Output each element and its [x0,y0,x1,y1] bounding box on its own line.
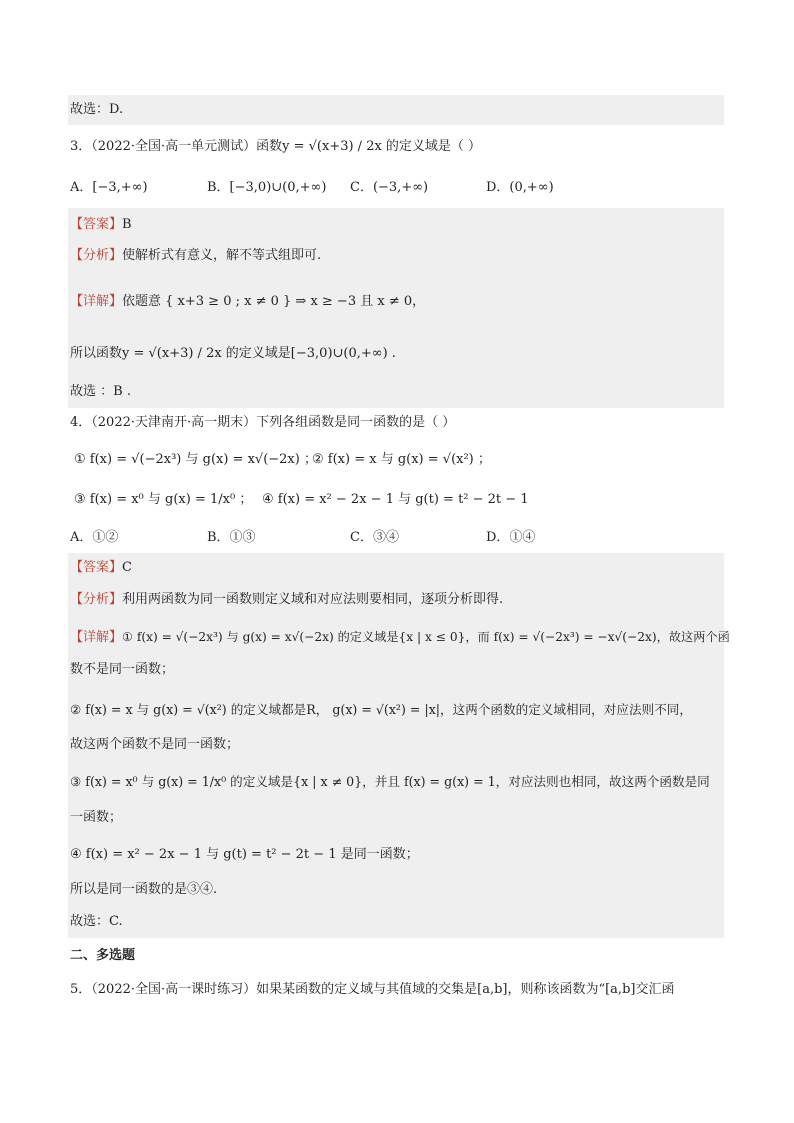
q4-detail-3b: 一函数； [70,810,123,825]
q3-option-b: B．[−3,0)∪(0,+∞) [207,180,327,195]
q3-option-a: A．[−3,+∞) [70,180,148,195]
q4-pair-3: ③ f(x) = x⁰ 与 g(x) = 1/x⁰ ； [74,492,253,507]
q4-analysis-line [70,590,503,610]
q4-pair-1: ① f(x) = √(−2x³) 与 g(x) = x√(−2x) ； [74,452,317,467]
q4-option-b: B．①③ [207,530,256,545]
answer-block-q2 [68,95,724,125]
analysis-text: 使解析式有意义，解不等式组即可. [122,248,322,263]
analysis-tag: 【分析】 [70,248,123,263]
q4-stem: 4．（2022·天津南开·高一期末）下列各组函数是同一函数的是（ ） [70,415,456,430]
detail-tag: 【详解】 [70,294,123,309]
q4-detail-4: ④ f(x) = x² − 2x − 1 与 g(t) = t² − 2t − 1 是同一函数； [70,847,419,862]
q3-stem: 3．（2022·全国·高一单元测试）函数y = √(x+3) / 2x 的定义域是（ ） [70,139,482,154]
q4-detail-1b: 数不是同一函数； [70,662,175,677]
q4-option-d: D．①④ [486,530,536,545]
q4-answer-line [70,558,132,578]
q5-stem: 5．（2022·全国·高一课时练习）如果某函数的定义域与其值域的交集是[a,b]，则称该函数为“[a,b]交汇函 [70,982,675,997]
answer-value: C [122,560,132,575]
q4-result: 所以是同一函数的是③④. [70,882,218,897]
section-heading: 二、多选题 [70,948,136,963]
q4-detail-2b: 故这两个函数不是同一函数； [70,737,240,752]
q3-option-c: C．(−3,+∞) [350,180,429,195]
q4-option-a: A．①② [70,530,119,545]
detail-tag: 【详解】 [70,630,123,645]
answer-value: B [122,217,132,232]
q3-choose: 故选 ：B . [70,384,131,399]
q4-detail-2a: ② f(x) = x 与 g(x) = √(x²) 的定义域都是R， g(x) = √(x²) = |x|，这两个函数的定义域相同，对应法则不同， [70,702,692,717]
q4-detail-3a: ③ f(x) = x⁰ 与 g(x) = 1/x⁰ 的定义域是{x | x ≠ 0}，并且 f(x) = g(x) = 1，对应法则也相同，故这两个函数是同 [70,774,710,789]
q3-conclusion: 所以函数y = √(x+3) / 2x 的定义域是[−3,0)∪(0,+∞) . [70,346,396,361]
analysis-tag: 【分析】 [70,592,123,607]
answer-tag: 【答案】 [70,217,123,232]
q3-detail-line [70,292,425,312]
q4-option-c: C．③④ [350,530,399,545]
q4-detail-1a [70,627,730,648]
q4-choose: 故选：C. [70,914,123,929]
q4-pair-4: ④ f(x) = x² − 2x − 1 与 g(t) = t² − 2t − 1 [262,492,529,507]
detail-text: 依题意 { x+3 ≥ 0 ; x ≠ 0 } ⇒ x ≥ −3 且 x ≠ 0， [122,294,426,309]
detail-text: ① f(x) = √(−2x³) 与 g(x) = x√(−2x) 的定义域是{x | x ≤ 0}，而 f(x) = √(−2x³) = −x√(−2x)，故这两个函 [122,630,730,644]
answer-tag: 【答案】 [70,560,123,575]
q3-analysis-line [70,246,321,266]
q2-choose: 故选：D. [70,102,124,117]
q4-pair-2: ② f(x) = x 与 g(x) = √(x²) ； [312,452,491,467]
analysis-text: 利用两函数为同一函数则定义域和对应法则要相同，逐项分析即得. [122,592,504,607]
q3-option-d: D．(0,+∞) [486,180,554,195]
q3-answer-line [70,215,132,235]
